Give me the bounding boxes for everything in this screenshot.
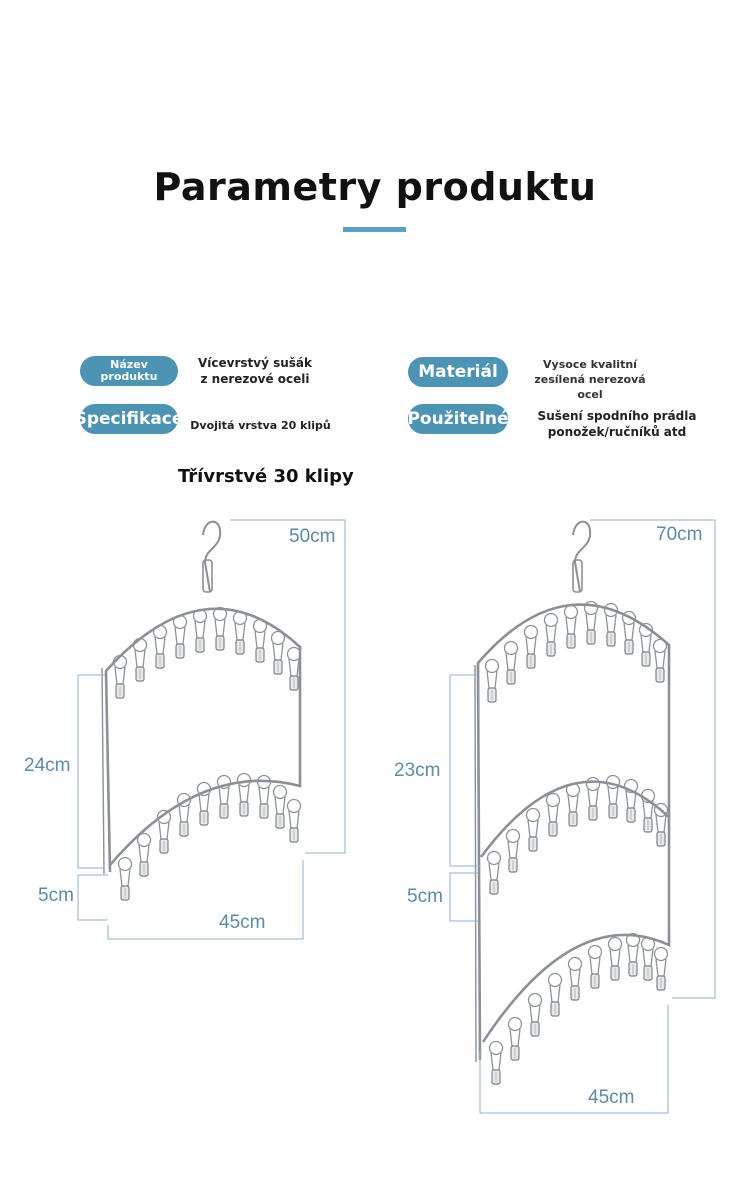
right-dimension-lines bbox=[450, 520, 715, 1113]
material-value-line-2: zesílená nerezová bbox=[534, 373, 646, 386]
spec-label: Specifikace bbox=[74, 409, 184, 429]
left-height-label: 50cm bbox=[289, 526, 336, 547]
material-value-line-1: Vysoce kvalitní bbox=[543, 358, 637, 371]
name-label: Název produktu bbox=[100, 358, 158, 383]
right-height-label: 70cm bbox=[656, 524, 703, 545]
usage-value-line-1: Sušení spodního prádla bbox=[537, 409, 697, 423]
right-clip-length-label: 5cm bbox=[407, 886, 443, 907]
material-value-line-3: ocel bbox=[577, 388, 603, 401]
usage-label: Použitelné bbox=[407, 409, 509, 429]
left-width-label: 45cm bbox=[219, 912, 266, 933]
name-value-line-2: z nerezové oceli bbox=[200, 372, 310, 386]
left-clips bbox=[114, 608, 301, 901]
left-layer-gap-label: 24cm bbox=[24, 755, 71, 776]
name-value-line-1: Vícevrstvý sušák bbox=[198, 356, 312, 370]
right-width-label: 45cm bbox=[588, 1087, 635, 1108]
left-clip-length-label: 5cm bbox=[38, 885, 74, 906]
page-title: Parametry produktu bbox=[153, 165, 597, 209]
usage-value-line-2: ponožek/ručníků atd bbox=[547, 425, 687, 439]
right-clips bbox=[486, 602, 668, 1085]
material-label: Materiál bbox=[418, 362, 498, 382]
subtitle: Třívrstvé 30 klipy bbox=[178, 466, 354, 487]
spec-value-text: Dvojitá vrstva 20 klipů bbox=[190, 419, 331, 432]
right-layer-gap-label: 23cm bbox=[394, 760, 441, 781]
